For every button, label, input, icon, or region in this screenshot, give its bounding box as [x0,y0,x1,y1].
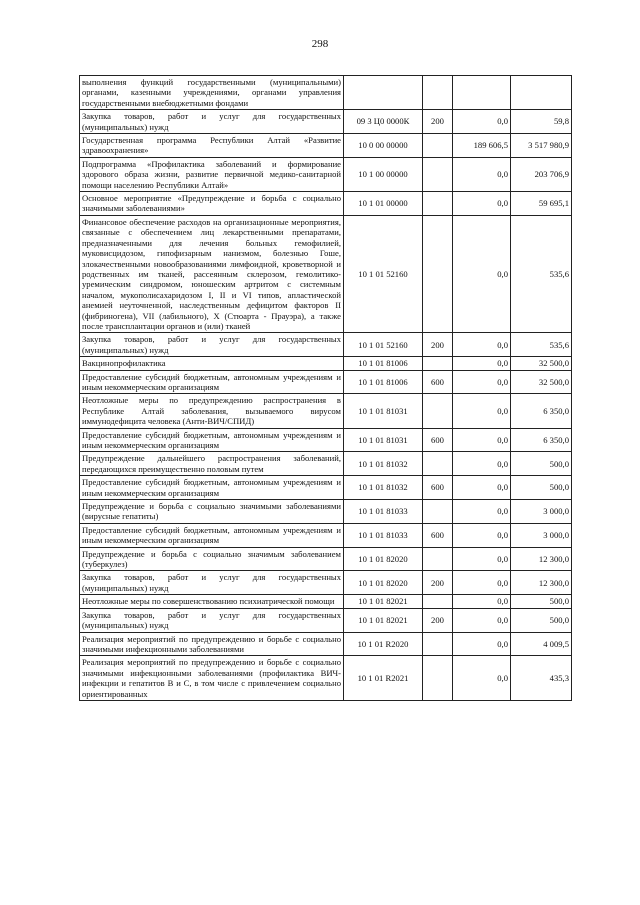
row-amount-1: 0,0 [453,571,511,595]
row-name: Закупка товаров, работ и услуг для государственных (муниципальных) нужд [80,110,344,134]
row-kind [423,595,453,608]
table-row [80,357,572,370]
row-kind: 200 [423,608,453,632]
row-kind: 600 [423,428,453,452]
row-amount-2: 500,0 [511,595,572,608]
table-row [80,595,572,608]
row-name: Предупреждение и борьба с социально значимым заболеванием (туберкулез) [80,547,344,571]
row-amount-2: 4 009,5 [511,632,572,656]
table-row [80,76,572,110]
row-name: Предупреждение дальнейшего распространения заболеваний, передающихся преимущественно половым путем [80,452,344,476]
row-amount-1 [453,76,511,110]
row-kind [423,500,453,524]
row-kind [423,656,453,701]
row-amount-2: 3 000,0 [511,500,572,524]
table-row [80,157,572,191]
table-row [80,428,572,452]
row-code: 10 1 01 52160 [344,215,423,332]
row-amount-2: 535,6 [511,333,572,357]
row-amount-2: 32 500,0 [511,370,572,394]
table-row [80,571,572,595]
row-code: 10 1 01 82020 [344,571,423,595]
row-amount-2: 12 300,0 [511,571,572,595]
table-row [80,452,572,476]
row-amount-1: 0,0 [453,547,511,571]
row-kind: 200 [423,333,453,357]
row-code: 10 1 01 81006 [344,370,423,394]
row-code: 09 3 Ц0 0000К [344,110,423,134]
row-name: Подпрограмма «Профилактика заболеваний и формирование здорового образа жизни, развитие первичной медико-санитарной помощи населению Республики Алтай» [80,157,344,191]
row-code: 10 1 00 00000 [344,157,423,191]
row-amount-1: 189 606,5 [453,134,511,158]
row-amount-2: 500,0 [511,608,572,632]
row-code: 10 1 01 81031 [344,428,423,452]
row-amount-2: 6 350,0 [511,428,572,452]
row-amount-1: 0,0 [453,110,511,134]
row-amount-1: 0,0 [453,476,511,500]
row-amount-2: 12 300,0 [511,547,572,571]
row-amount-1: 0,0 [453,394,511,428]
table-row [80,547,572,571]
row-name: Закупка товаров, работ и услуг для государственных (муниципальных) нужд [80,571,344,595]
row-code: 10 1 01 81006 [344,357,423,370]
row-kind: 600 [423,476,453,500]
budget-table [79,75,572,701]
row-amount-2: 59,8 [511,110,572,134]
row-amount-1: 0,0 [453,357,511,370]
table-row [80,476,572,500]
row-kind: 200 [423,571,453,595]
page-number: 298 [311,38,329,50]
row-code: 10 1 01 R2021 [344,656,423,701]
row-code: 10 1 01 81032 [344,476,423,500]
table-row [80,370,572,394]
row-name: Закупка товаров, работ и услуг для государственных (муниципальных) нужд [80,333,344,357]
row-code: 10 1 01 82021 [344,608,423,632]
row-amount-1: 0,0 [453,608,511,632]
row-name: Реализация мероприятий по предупреждению и борьбе с социально значимыми инфекционными заболеваниями [80,632,344,656]
table-row [80,215,572,332]
row-code: 10 1 01 81032 [344,452,423,476]
row-code: 10 1 01 81031 [344,394,423,428]
row-kind [423,357,453,370]
row-code: 10 1 01 82021 [344,595,423,608]
row-amount-2: 6 350,0 [511,394,572,428]
row-amount-2: 203 706,9 [511,157,572,191]
row-kind [423,76,453,110]
table-row [80,134,572,158]
row-name: Финансовое обеспечение расходов на организационные мероприятия, связанные с обеспечением лиц лекарственными препаратами, предназначенными для лечения больных гемофилией, муковисцидозом, гипофизарным нанизмом, болезнью Гоше, злокачественными новообразованиями лимфоидной, кроветворной и родственных им тканей, рассеянным склерозом, гемолитико-уремическим синдромом, юношеским артритом с системным началом, мукополисахаридозом I, II и VI типов, апластической анемией неуточненной, наследственным дефицитом факторов II (фибриногена), VII (лабильного), X (Стюарта - Прауэра), а также после трансплантации органов и (или) тканей [80,215,344,332]
row-name: Государственная программа Республики Алтай «Развитие здравоохранения» [80,134,344,158]
row-amount-1: 0,0 [453,157,511,191]
table-row [80,110,572,134]
row-code: 10 1 01 R2020 [344,632,423,656]
row-kind: 600 [423,370,453,394]
row-code: 10 1 01 82020 [344,547,423,571]
row-code: 10 1 01 81033 [344,523,423,547]
table-row [80,608,572,632]
row-kind [423,547,453,571]
row-amount-2: 500,0 [511,452,572,476]
row-code: 10 0 00 00000 [344,134,423,158]
row-amount-1: 0,0 [453,523,511,547]
row-code: 10 1 01 00000 [344,192,423,216]
row-amount-2: 59 695,1 [511,192,572,216]
table-row [80,632,572,656]
table-row [80,333,572,357]
row-amount-1: 0,0 [453,632,511,656]
row-amount-1: 0,0 [453,500,511,524]
row-amount-1: 0,0 [453,428,511,452]
row-amount-1: 0,0 [453,452,511,476]
row-amount-1: 0,0 [453,333,511,357]
row-amount-1: 0,0 [453,192,511,216]
row-code: 10 1 01 52160 [344,333,423,357]
budget-table-body [80,76,572,701]
row-kind [423,134,453,158]
row-name: Неотложные меры по совершенствованию психиатрической помощи [80,595,344,608]
row-kind [423,632,453,656]
row-name: Предоставление субсидий бюджетным, автономным учреждениям и иным некоммерческим организациям [80,428,344,452]
row-amount-2: 32 500,0 [511,357,572,370]
table-row [80,523,572,547]
table-row [80,394,572,428]
row-name: Реализация мероприятий по предупреждению и борьбе с социально значимыми инфекционными заболеваниями (профилактика ВИЧ-инфекции и гепатитов B и C, в том числе с привлечением социально ориентированных [80,656,344,701]
row-name: выполнения функций государственными (муниципальными) органами, казенными учреждениями, органами управления государственными внебюджетными фондами [80,76,344,110]
row-amount-1: 0,0 [453,595,511,608]
row-amount-2: 435,3 [511,656,572,701]
row-name: Закупка товаров, работ и услуг для государственных (муниципальных) нужд [80,608,344,632]
row-kind [423,192,453,216]
row-kind: 600 [423,523,453,547]
row-amount-2: 3 000,0 [511,523,572,547]
row-name: Неотложные меры по предупреждению распространения в Республике Алтай заболевания, вызываемого вирусом иммунодефицита человека (Анти-ВИЧ/СПИД) [80,394,344,428]
row-name: Предоставление субсидий бюджетным, автономным учреждениям и иным некоммерческим организациям [80,476,344,500]
row-name: Вакцинопрофилактика [80,357,344,370]
row-name: Предупреждение и борьба с социально значимыми заболеваниями (вирусные гепатиты) [80,500,344,524]
row-kind [423,215,453,332]
row-amount-2: 500,0 [511,476,572,500]
row-amount-2: 3 517 980,9 [511,134,572,158]
row-name: Предоставление субсидий бюджетным, автономным учреждениям и иным некоммерческим организациям [80,523,344,547]
row-kind [423,452,453,476]
table-row [80,656,572,701]
table-row [80,192,572,216]
row-name: Предоставление субсидий бюджетным, автономным учреждениям и иным некоммерческим организациям [80,370,344,394]
row-code: 10 1 01 81033 [344,500,423,524]
row-code [344,76,423,110]
row-amount-1: 0,0 [453,656,511,701]
row-amount-2 [511,76,572,110]
row-amount-1: 0,0 [453,370,511,394]
row-amount-2: 535,6 [511,215,572,332]
row-kind: 200 [423,110,453,134]
row-name: Основное мероприятие «Предупреждение и борьба с социально значимыми заболеваниями» [80,192,344,216]
row-kind [423,394,453,428]
row-amount-1: 0,0 [453,215,511,332]
row-kind [423,157,453,191]
table-row [80,500,572,524]
